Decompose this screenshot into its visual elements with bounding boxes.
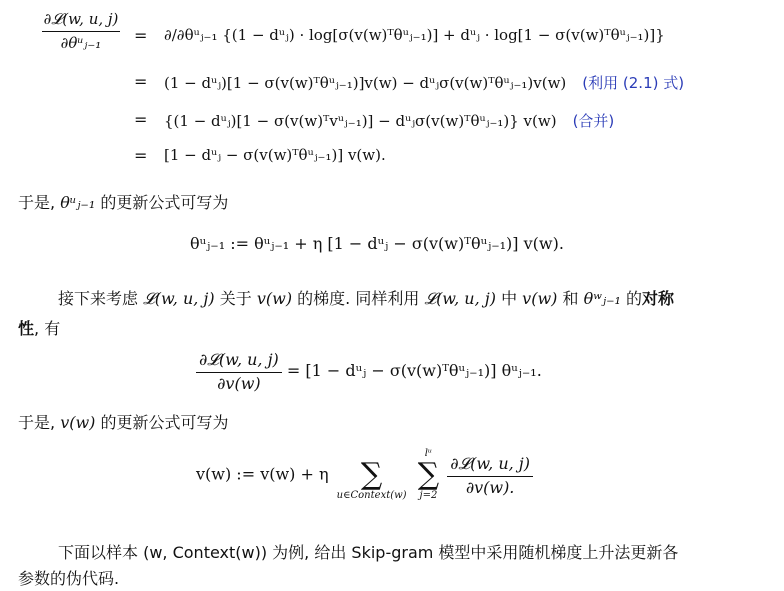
derivation-line-4 xyxy=(0,140,784,184)
lhs-fraction xyxy=(34,10,128,52)
paragraph-gradient-v-cont xyxy=(18,316,60,339)
math-theta: θᵘⱼ₋₁ xyxy=(60,193,96,212)
derivation-line-1 xyxy=(0,10,784,54)
paragraph-v-update-intro xyxy=(18,410,229,433)
sum-over-j: lᵘ ∑ j=2 xyxy=(417,448,440,501)
update-fraction xyxy=(447,454,533,497)
sum-lower-limit: j=2 xyxy=(419,490,438,501)
text: 关于 xyxy=(219,289,252,308)
equals-sign: = xyxy=(134,72,148,91)
math-vw: v(w) xyxy=(60,413,96,432)
paragraph-theta-update-intro xyxy=(18,190,228,213)
text: 的梯度. 同样利用 xyxy=(297,289,420,308)
rhs-2-expr: (1 − dᵘⱼ)[1 − σ(v(w)ᵀθᵘⱼ₋₁)]v(w) − dᵘⱼσ(v(w)ᵀθᵘⱼ₋₁)v(w) xyxy=(164,74,567,92)
fraction-denominator: ∂v(w). xyxy=(465,477,515,497)
text: 的更新公式可写为 xyxy=(100,193,229,212)
note-use-eq-2-1: (利用 (2.1) 式) xyxy=(582,74,685,92)
math-loss: 𝓛(w, u, j) xyxy=(143,289,215,308)
bold-term: 性 xyxy=(18,319,35,338)
text: 于是, xyxy=(18,193,56,212)
sum-over-context: ∑ u∈Context(w) xyxy=(336,457,407,501)
lhs-denominator: ∂θᵘⱼ₋₁ xyxy=(60,34,102,52)
paragraph-pseudocode-intro: 下面以样本 (w, Context(w)) 为例, 给出 Skip-gram 模型中采用随机梯度上升法更新各 xyxy=(58,543,679,562)
text: 接下来考虑 xyxy=(58,289,139,308)
text: 的 xyxy=(626,289,643,308)
fraction-numerator: ∂𝓛(w, u, j) xyxy=(447,454,533,477)
lhs-numerator: ∂𝓛(w, u, j) xyxy=(42,10,121,32)
rhs-3-expr: {(1 − dᵘⱼ)[1 − σ(v(w)ᵀvᵘⱼ₋₁)] − dᵘⱼσ(v(w)ᵀθᵘⱼ₋₁)} v(w) xyxy=(164,112,557,130)
text: 和 xyxy=(562,289,579,308)
sum-lower-limit: u∈Context(w) xyxy=(336,490,407,501)
gradient-fraction xyxy=(196,350,282,393)
paragraph-pseudocode-intro-cont: 参数的伪代码. xyxy=(18,569,120,588)
text: 中 xyxy=(501,289,518,308)
text: , 有 xyxy=(34,319,61,338)
update-lhs: v(w) := v(w) + η xyxy=(196,464,329,484)
text: 的更新公式可写为 xyxy=(100,413,229,432)
gradient-rhs: = [1 − dᵘⱼ − σ(v(w)ᵀθᵘⱼ₋₁)] θᵘⱼ₋₁. xyxy=(286,361,542,380)
equals-sign: = xyxy=(134,146,148,165)
derivation-rhs-3 xyxy=(164,110,614,131)
math-vw: v(w) xyxy=(522,289,558,308)
math-theta-w: θʷⱼ₋₁ xyxy=(583,289,621,308)
equation-theta-update: θᵘⱼ₋₁ := θᵘⱼ₋₁ + η [1 − dᵘⱼ − σ(v(w)ᵀθᵘⱼ₋₁)] v(w). xyxy=(190,234,564,253)
equation-gradient-v xyxy=(196,350,542,393)
derivation-rhs-1: ∂/∂θᵘⱼ₋₁ {(1 − dᵘⱼ) · log[σ(v(w)ᵀθᵘⱼ₋₁)] + dᵘⱼ · log[1 − σ(v(w)ᵀθᵘⱼ₋₁)]} xyxy=(164,26,665,44)
fraction-denominator: ∂v(w) xyxy=(217,374,261,393)
bold-term: 对称 xyxy=(642,289,675,308)
equation-v-update xyxy=(196,448,533,502)
math-loss: 𝓛(w, u, j) xyxy=(424,289,496,308)
derivation-rhs-4: [1 − dᵘⱼ − σ(v(w)ᵀθᵘⱼ₋₁)] v(w). xyxy=(164,146,386,164)
sum-upper-limit: lᵘ xyxy=(424,448,432,459)
equals-sign: = xyxy=(134,110,148,129)
derivation-rhs-2 xyxy=(164,72,684,93)
note-merge: (合并) xyxy=(572,112,615,130)
equals-sign: = xyxy=(134,26,148,45)
paragraph-gradient-v xyxy=(58,286,674,309)
text: 于是, xyxy=(18,413,56,432)
math-vw: v(w) xyxy=(256,289,293,308)
fraction-numerator: ∂𝓛(w, u, j) xyxy=(196,350,282,373)
